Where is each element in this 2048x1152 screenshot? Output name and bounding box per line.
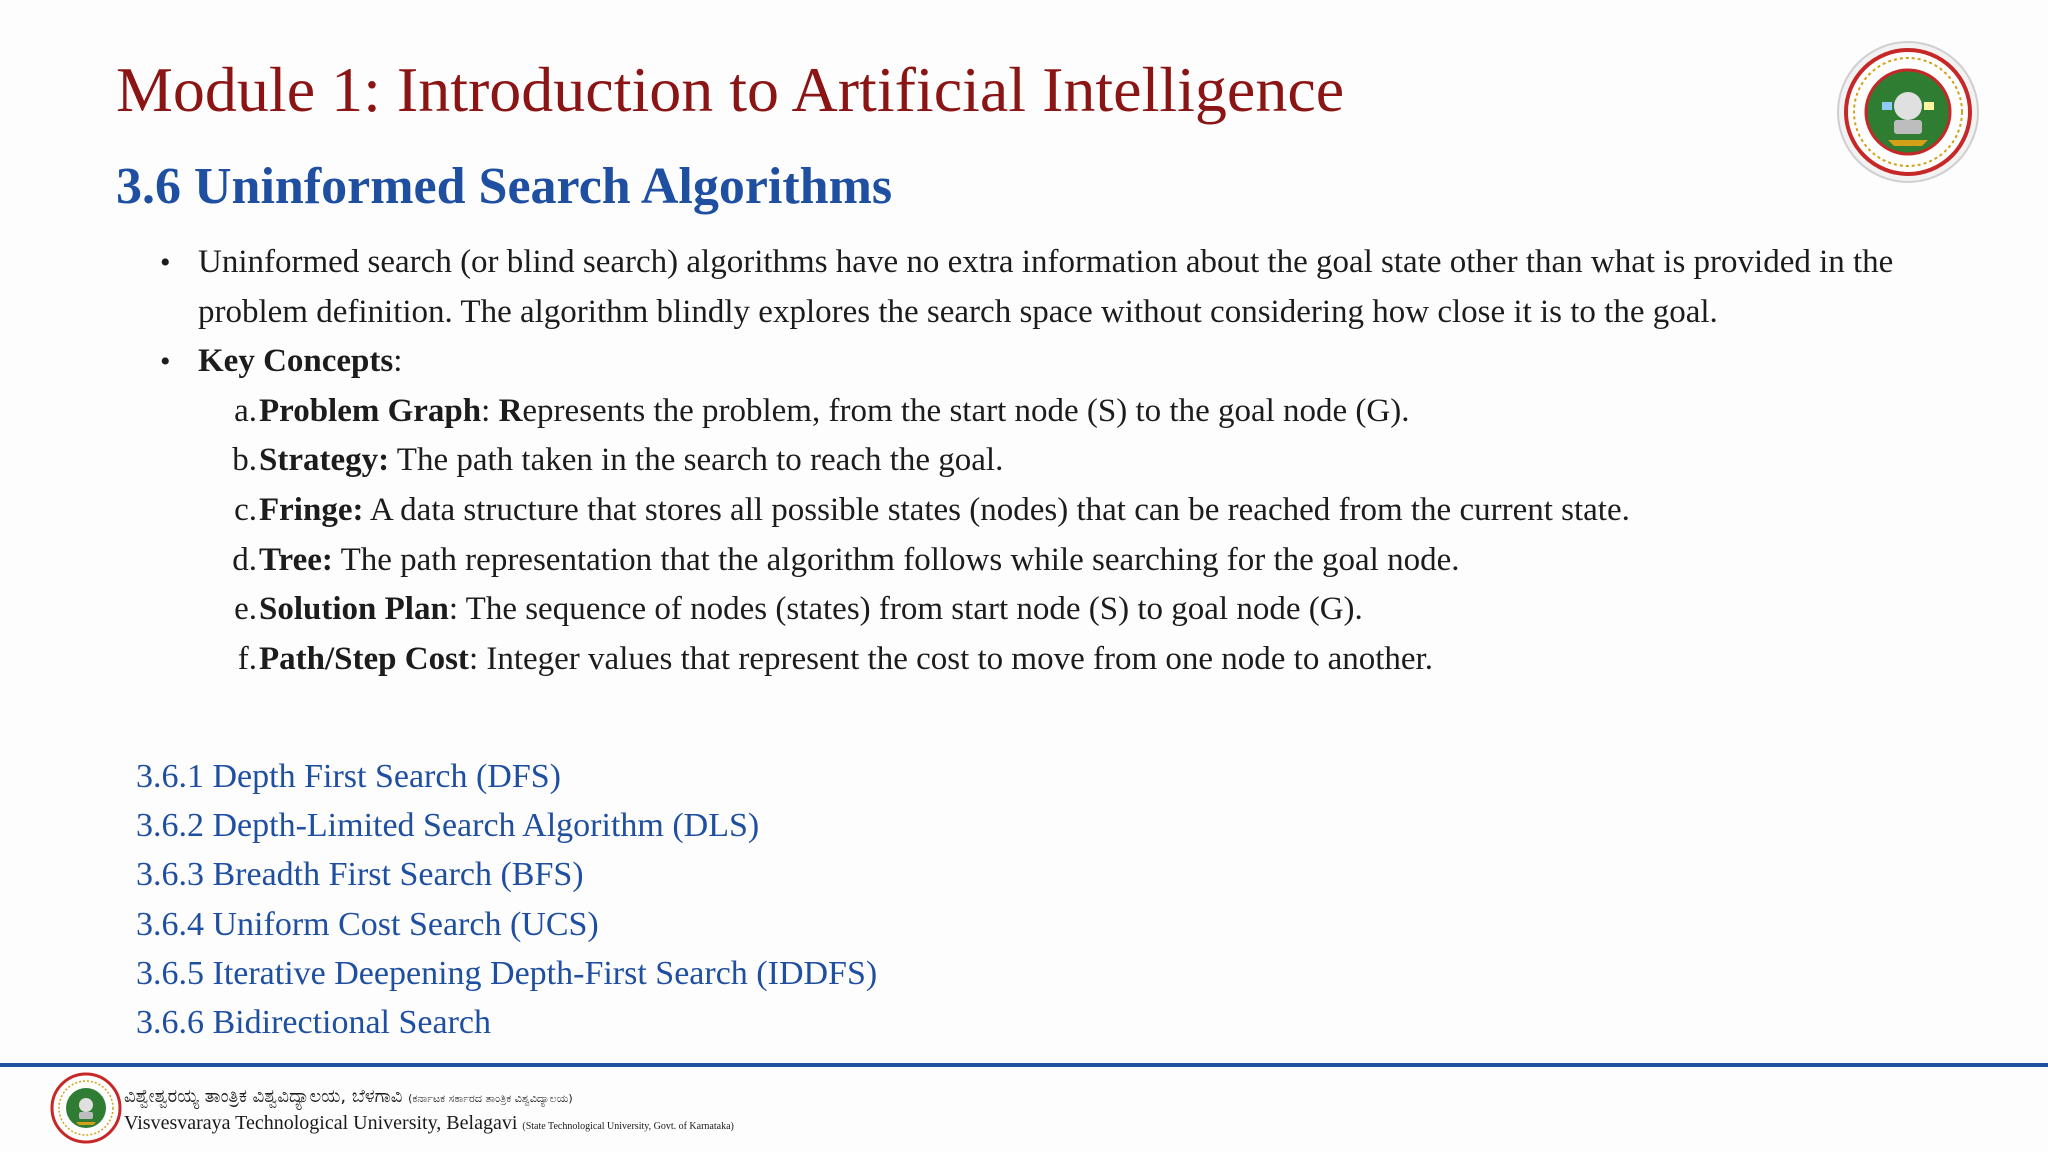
concept-description: The path taken in the search to reach the goal. (396, 442, 1004, 479)
subsection-link-iddfs[interactable]: 3.6.5 Iterative Deepening Depth-First Search (IDDFS) (136, 954, 878, 992)
vtu-seal-icon (50, 1072, 122, 1144)
concept-term: Problem Graph (259, 392, 482, 429)
list-marker: b. (232, 442, 257, 479)
concept-term: Tree: (259, 541, 333, 578)
concept-bold-letter: R (498, 392, 523, 429)
concept-description: The path representation that the algorithm follows while searching for the goal node. (340, 541, 1460, 578)
key-concepts-list (160, 387, 1920, 685)
list-item (160, 436, 1920, 486)
section-heading: 3.6 Uninformed Search Algorithms (116, 158, 893, 215)
concept-description: A data structure that stores all possible states (nodes) that can be reached from the current state. (369, 491, 1630, 528)
list-marker: c. (234, 491, 257, 528)
intro-text: Uninformed search (or blind search) algorithms have no extra information about the goal state other than what is provided in the problem definition. The algorithm blindly explores the search space without considering how close it is to the goal. (198, 244, 1894, 330)
key-concepts-label: Key Concepts (198, 343, 394, 380)
concept-term: Fringe: (259, 491, 364, 528)
kannada-name: ವಿಶ್ವೇಶ್ವರಯ್ಯ ತಾಂತ್ರಿಕ ವಿಶ್ವವಿದ್ಯಾಲಯ, ಬೆಳಗಾವಿ (124, 1086, 403, 1107)
footer-university-kannada (124, 1084, 573, 1112)
subsection-link-ucs[interactable]: 3.6.4 Uniform Cost Search (UCS) (136, 905, 599, 943)
subsection-link-bfs[interactable]: 3.6.3 Breadth First Search (BFS) (136, 856, 584, 894)
key-concepts-bullet (160, 337, 1920, 387)
concept-separator (333, 542, 341, 578)
footer-divider (0, 1063, 2048, 1067)
subsection-link-bidirectional[interactable]: 3.6.6 Bidirectional Search (136, 1004, 492, 1042)
content-body (160, 238, 1920, 684)
subsection-link-dfs[interactable]: 3.6.1 Depth First Search (DFS) (136, 758, 561, 795)
concept-separator (389, 442, 397, 478)
vtu-seal-icon (1836, 40, 1980, 184)
slide-title: Module 1: Introduction to Artificial Intelligence (116, 54, 1345, 125)
list-marker: a. (234, 392, 257, 429)
list-marker: f. (237, 640, 257, 677)
list-item (160, 486, 1920, 536)
concept-separator: : (481, 392, 499, 429)
list-marker: d. (232, 541, 257, 578)
key-concepts-colon: : (393, 343, 403, 380)
intro-bullet (160, 238, 1920, 337)
bullet-icon: • (160, 246, 171, 279)
subsection-list (136, 752, 877, 1047)
bullet-icon: • (160, 345, 171, 379)
english-subtitle: (State Technological University, Govt. of Karnataka) (522, 1121, 734, 1132)
list-item (160, 585, 1920, 635)
concept-description: The sequence of nodes (states) from start node (S) to goal node (G). (465, 591, 1363, 628)
concept-term: Strategy: (259, 442, 390, 479)
footer-university-english (124, 1110, 734, 1140)
concept-term: Path/Step Cost (259, 640, 469, 677)
list-marker: e. (234, 591, 257, 628)
kannada-subtitle: (ಕರ್ನಾಟಕ ಸರ್ಕಾರದ ತಾಂತ್ರಿಕ ವಿಶ್ವವಿದ್ಯಾಲಯ) (408, 1092, 573, 1105)
english-name: Visvesvaraya Technological University, Belagavi (124, 1112, 518, 1134)
list-item (160, 635, 1920, 685)
list-item (160, 536, 1920, 586)
concept-description: Integer values that represent the cost to move from one node to another. (486, 640, 1433, 677)
list-item (160, 387, 1920, 437)
concept-separator: : (468, 640, 487, 677)
concept-separator: : (448, 591, 466, 628)
concept-term: Solution Plan (259, 591, 449, 628)
subsection-link-dls[interactable]: 3.6.2 Depth-Limited Search Algorithm (DLS) (136, 807, 760, 845)
concept-description: epresents the problem, from the start node (S) to the goal node (G). (522, 392, 1410, 429)
